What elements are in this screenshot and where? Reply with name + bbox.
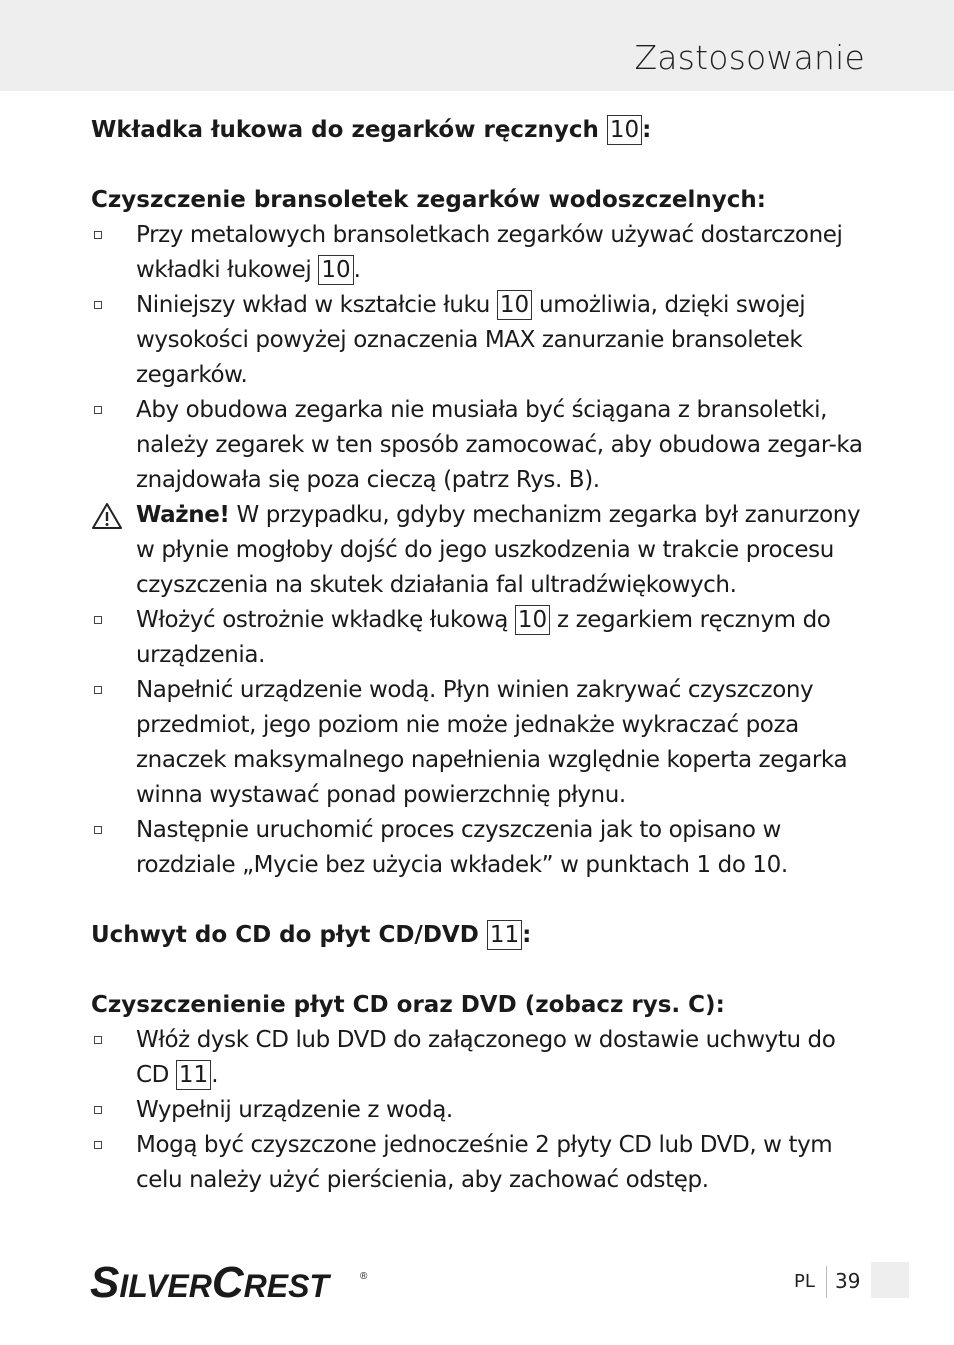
list-item: Niniejszy wkład w kształcie łuku 10 umożliwia, dzięki swojej wysokości powyżej oznaczenia MAX zanurzanie bransoletek zegarków. bbox=[91, 288, 871, 393]
list-item: Przy metalowych bransoletkach zegarków używać dostarczonej wkładki łukowej 10 . bbox=[91, 218, 871, 288]
list-item: Mogą być czyszczone jednocześnie 2 płyty CD lub DVD, w tym celu należy użyć pierścienia, aby zachować odstęp. bbox=[91, 1128, 871, 1198]
ref-number: 10 bbox=[515, 605, 550, 635]
warning-note: Ważne! W przypadku, gdyby mechanizm zegarka był zanurzony w płynie mogłoby dojść do jego uszkodzenia w trakcie procesu czyszczenia na skutek działania fal ultradźwiękowych. bbox=[91, 498, 871, 603]
page-number: 39 bbox=[835, 1269, 861, 1293]
bullet-square-icon bbox=[94, 231, 102, 239]
page-content bbox=[91, 113, 871, 1198]
warning-triangle-icon bbox=[91, 502, 123, 530]
section-heading-watch-insert: Wkładka łukowa do zegarków ręcznych 10 : bbox=[91, 117, 652, 143]
page-title: Zastosowanie bbox=[634, 38, 865, 77]
bullet-square-icon bbox=[94, 616, 102, 624]
bullet-square-icon bbox=[94, 406, 102, 414]
bullet-square-icon bbox=[94, 1141, 102, 1149]
ref-number: 10 bbox=[318, 255, 353, 285]
list-item: Aby obudowa zegarka nie musiała być ściągana z bransoletki, należy zegarek w ten sposób zamocować, aby obudowa zegar-ka znajdowała się poza cieczą (patrz Rys. B). bbox=[91, 393, 871, 498]
ref-number: 11 bbox=[176, 1060, 211, 1090]
list-item: Włożyć ostrożnie wkładkę łukową 10 z zegarkiem ręcznym do urządzenia. bbox=[91, 603, 871, 673]
svg-text:SILVERCREST: SILVERCREST bbox=[90, 1261, 329, 1303]
silvercrest-logo bbox=[90, 1261, 380, 1303]
ref-number: 10 bbox=[497, 290, 532, 320]
page-tab-marker bbox=[871, 1262, 909, 1298]
bullet-square-icon bbox=[94, 826, 102, 834]
list-item: Włóż dysk CD lub DVD do załączonego w dostawie uchwytu do CD 11 . bbox=[91, 1023, 871, 1093]
footer-divider bbox=[826, 1266, 827, 1298]
subheading-watch-bands: Czyszczenie bransoletek zegarków wodoszczelnych: bbox=[91, 187, 766, 213]
section-heading-cd-holder: Uchwyt do CD do płyt CD/DVD 11 : bbox=[91, 922, 532, 948]
list-item: Wypełnij urządzenie z wodą. bbox=[91, 1093, 871, 1128]
warning-label: Ważne! bbox=[136, 502, 230, 528]
bullet-square-icon bbox=[94, 1106, 102, 1114]
bullet-square-icon bbox=[94, 301, 102, 309]
list-item: Napełnić urządzenie wodą. Płyn winien zakrywać czyszczony przedmiot, jego poziom nie może jednakże wykraczać poza znaczek maksymalnego napełnienia względnie koperta zegarka winna wystawać ponad powierzchnię płynu. bbox=[91, 673, 871, 813]
subheading-cd-cleaning: Czyszczenienie płyt CD oraz DVD (zobacz rys. C): bbox=[91, 992, 725, 1018]
ref-number: 10 bbox=[607, 115, 642, 145]
bullet-square-icon bbox=[94, 686, 102, 694]
bullet-square-icon bbox=[94, 1036, 102, 1044]
ref-number: 11 bbox=[487, 920, 522, 950]
svg-text:®: ® bbox=[360, 1271, 368, 1282]
page-header bbox=[0, 0, 954, 91]
language-code: PL bbox=[794, 1271, 815, 1292]
list-item: Następnie uruchomić proces czyszczenia jak to opisano w rozdziale „Mycie bez użycia wkładek” w punktach 1 do 10. bbox=[91, 813, 871, 883]
